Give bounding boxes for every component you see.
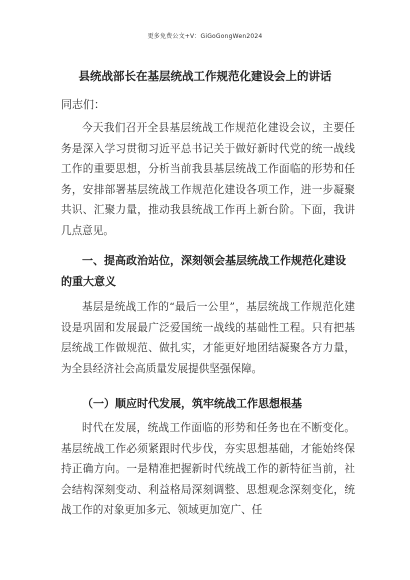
paragraph-subsection-1: 时代在发展，统战工作面临的形势和任务也在不断变化。基层统战工作必须紧跟时代步伐，夯实思想基础，才能始终保持正确方向。一是精准把握新时代统战工作的新特征当前，社会结构深刻变动、利益格局深刻调整、思想观念深刻变化，统战工作的对象更加多元、领域更加宽广、任 [61, 422, 355, 516]
salutation: 同志们： [61, 98, 105, 111]
paragraph-section-1: 基层是统战工作的“最后一公里”，基层统战工作规范化建设是巩固和发展最广泛爱国统一战线的基础性工程。只有把基层统战工作做规范、做扎实，才能更好地团结凝聚各方力量，为全县经济社会高质量发展提供坚强保障。 [61, 301, 355, 375]
subsection-heading-1: （一）顺应时代发展，筑牢统战工作思想根基 [82, 397, 302, 410]
document-title: 县统战部长在基层统战工作规范化建设会上的讲话 [78, 69, 332, 83]
paragraph-intro: 今天我们召开全县基层统战工作规范化建设会议，主要任务是深入学习贯彻习近平总书记关于做好新时代党的统一战线工作的重要思想，分析当前我县基层统战工作面临的形势和任务，安排部署基层统战工作规范化建设各项工作，进一步凝聚共识、汇聚力量，推动我县统战工作再上新台阶。下面，我讲几点意见。 [61, 122, 355, 237]
section-heading-1: 一、提高政治站位，深刻领会基层统战工作规范化建设的重大意义 [61, 254, 346, 288]
header-note: 更多免费公文+V：GiGoGongWen2024 [147, 33, 263, 40]
